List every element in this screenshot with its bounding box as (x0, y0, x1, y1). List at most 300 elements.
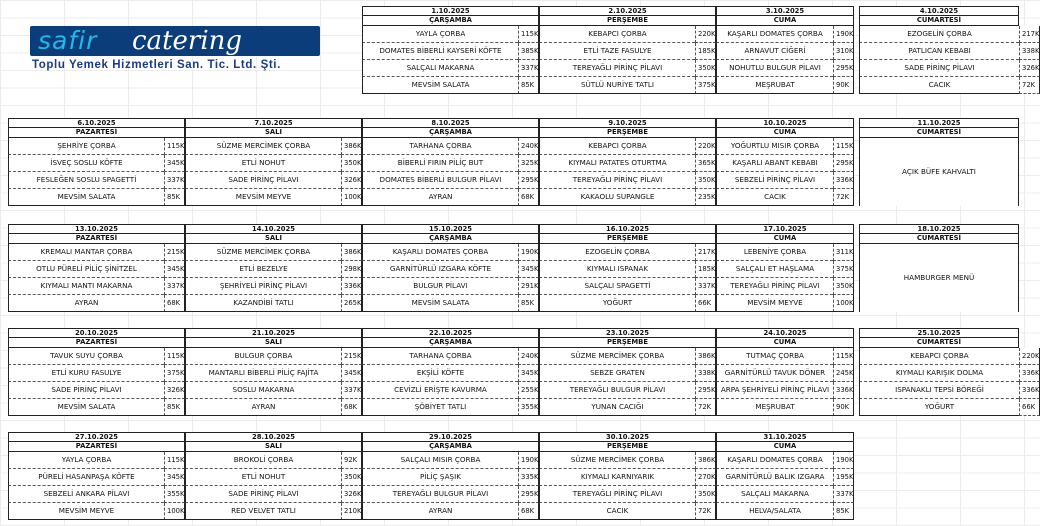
dish-name: MEVSİM SALATA (362, 295, 518, 312)
day-weekday: PERŞEMBE (539, 234, 716, 244)
day-date: 21.10.2025 (185, 328, 362, 338)
dish-name: CEVİZLİ ERİŞTE KAVURMA (362, 382, 518, 399)
dish-calories: 375K (164, 365, 185, 382)
day-date: 6.10.2025 (8, 118, 185, 128)
dish-name: SEBZE GRATEN (539, 365, 695, 382)
day-date: 1.10.2025 (362, 6, 539, 16)
dish-name: EKŞİLİ KÖFTE (362, 365, 518, 382)
day-bottom-border (362, 519, 539, 520)
dish-name: KAŞARLI DOMATES ÇORBA (362, 244, 518, 261)
dish-calories: 115K (164, 138, 185, 155)
dish-name: BULGUR PİLAVI (362, 278, 518, 295)
day-weekday: ÇARŞAMBA (362, 234, 539, 244)
day-column (185, 432, 362, 520)
dish-name: SEBZELİ ANKARA PİLAVI (8, 486, 164, 503)
dish-calories: 345K (164, 261, 185, 278)
dish-calories: 291K (518, 278, 539, 295)
dish-name: SÜZME MERCİMEK ÇORBA (539, 452, 695, 469)
dish-name: ŞEHRİYE ÇORBA (8, 138, 164, 155)
dish-calories: 386K (695, 348, 716, 365)
dish-calories: 338K (695, 365, 716, 382)
day-bottom-border (185, 205, 362, 206)
dish-calories: 100K (833, 295, 854, 312)
dish-calories: 337K (164, 172, 185, 189)
dish-name: ŞEHRİYELİ PİRİNÇ PİLAVI (185, 278, 341, 295)
day-column (362, 6, 539, 94)
dish-calories: 235K (695, 189, 716, 206)
dish-calories: 195K (833, 469, 854, 486)
day-weekday: CUMARTESİ (859, 234, 1019, 244)
dish-name: YAYLA ÇORBA (8, 452, 164, 469)
dish-calories: 350K (341, 469, 362, 486)
day-column (716, 118, 854, 206)
dish-calories: 72K (833, 189, 854, 206)
dish-calories: 326K (341, 172, 362, 189)
dish-calories: 350K (695, 172, 716, 189)
dish-name: BROKOLİ ÇORBA (185, 452, 341, 469)
dish-calories: 210K (341, 503, 362, 520)
dish-name: TARHANA ÇORBA (362, 348, 518, 365)
dish-calories: 338K (1019, 43, 1040, 60)
dish-name: YUNAN CACIĞI (539, 399, 695, 416)
day-weekday: PERŞEMBE (539, 128, 716, 138)
dish-name: SÜTLÜ NURİYE TATLI (539, 77, 695, 94)
day-date: 31.10.2025 (716, 432, 854, 442)
dish-name: SALÇALI ET HAŞLAMA (716, 261, 833, 278)
dish-calories: 336K (1019, 365, 1040, 382)
dish-calories: 345K (518, 261, 539, 278)
dish-calories: 215K (341, 348, 362, 365)
dish-calories: 255K (518, 382, 539, 399)
day-weekday: CUMA (716, 16, 854, 26)
day-weekday: ÇARŞAMBA (362, 16, 539, 26)
dish-calories: 220K (695, 138, 716, 155)
dish-name: PİLİÇ ŞAŞIK (362, 469, 518, 486)
day-bottom-border (362, 93, 539, 94)
dish-calories: 68K (518, 189, 539, 206)
dish-name: TEREYAĞLI PİRİNÇ PİLAVI (539, 486, 695, 503)
dish-calories: 335K (518, 469, 539, 486)
day-weekday: ÇARŞAMBA (362, 338, 539, 348)
day-bottom-border (539, 205, 716, 206)
day-weekday: PERŞEMBE (539, 16, 716, 26)
dish-calories: 386K (695, 452, 716, 469)
dish-calories: 350K (341, 155, 362, 172)
day-weekday: SALI (185, 234, 362, 244)
dish-name: GARNİTÜRLÜ BALIK IZGARA (716, 469, 833, 486)
dish-calories: 72K (695, 503, 716, 520)
day-column (8, 118, 185, 206)
logo-banner (30, 26, 320, 56)
dish-calories: 90K (833, 77, 854, 94)
dish-name: CACIK (859, 77, 1019, 94)
dish-name: SADE PİRİNÇ PİLAVI (185, 486, 341, 503)
dish-calories: 220K (1019, 348, 1040, 365)
dish-calories: 310K (833, 43, 854, 60)
day-bottom-border (8, 311, 185, 312)
day-date: 9.10.2025 (539, 118, 716, 128)
day-column (185, 328, 362, 416)
day-date: 25.10.2025 (859, 328, 1019, 338)
dish-name: AYRAN (362, 189, 518, 206)
day-date: 18.10.2025 (859, 224, 1019, 234)
day-column (716, 224, 854, 312)
dish-calories: 115K (518, 26, 539, 43)
day-bottom-border (539, 519, 716, 520)
dish-name: TEREYAĞLI PİRİNÇ PİLAVI (716, 278, 833, 295)
dish-calories: 190K (518, 452, 539, 469)
company-logo (30, 26, 330, 78)
day-bottom-border (716, 93, 854, 94)
day-column (362, 118, 539, 206)
day-weekday: SALI (185, 338, 362, 348)
dish-calories: 115K (164, 348, 185, 365)
dish-calories: 100K (341, 189, 362, 206)
dish-calories: 386K (341, 138, 362, 155)
special-menu: AÇIK BÜFE KAHVALTI (859, 138, 1019, 206)
day-date: 8.10.2025 (362, 118, 539, 128)
day-column (8, 432, 185, 520)
dish-calories: 350K (695, 486, 716, 503)
dish-calories: 240K (518, 348, 539, 365)
dish-name: AYRAN (185, 399, 341, 416)
day-date: 3.10.2025 (716, 6, 854, 16)
day-weekday: CUMA (716, 338, 854, 348)
dish-calories: 190K (833, 26, 854, 43)
day-weekday: PAZARTESİ (8, 338, 185, 348)
dish-calories: 337K (164, 278, 185, 295)
day-column (859, 328, 1040, 416)
day-bottom-border (859, 415, 1019, 416)
day-bottom-border (539, 93, 716, 94)
day-column (362, 328, 539, 416)
dish-calories: 311K (833, 244, 854, 261)
day-bottom-border (185, 519, 362, 520)
day-weekday: ÇARŞAMBA (362, 442, 539, 452)
dish-name: SADE PİRİNÇ PİLAVI (859, 60, 1019, 77)
dish-name: KAŞARLI DOMATES ÇORBA (716, 452, 833, 469)
dish-calories: 375K (695, 77, 716, 94)
day-weekday: PERŞEMBE (539, 338, 716, 348)
dish-name: YOĞURT (539, 295, 695, 312)
day-bottom-border (716, 519, 854, 520)
day-bottom-border (539, 415, 716, 416)
dish-name: MEVSİM MEYVE (185, 189, 341, 206)
dish-name: MEVSİM MEYVE (716, 295, 833, 312)
dish-calories: 295K (833, 155, 854, 172)
day-date: 16.10.2025 (539, 224, 716, 234)
dish-name: LEBENİYE ÇORBA (716, 244, 833, 261)
dish-calories: 115K (164, 452, 185, 469)
dish-name: MEVSİM SALATA (8, 189, 164, 206)
dish-calories: 72K (1019, 77, 1040, 94)
dish-calories: 66K (1019, 399, 1040, 416)
day-column (539, 118, 716, 206)
dish-calories: 92K (341, 452, 362, 469)
day-bottom-border (8, 519, 185, 520)
dish-name: DOMATES BİBERLİ BULGUR PİLAVI (362, 172, 518, 189)
day-date: 23.10.2025 (539, 328, 716, 338)
dish-name: MEŞRUBAT (716, 399, 833, 416)
day-column (539, 6, 716, 94)
dish-name: İSVEÇ SOSLU KÖFTE (8, 155, 164, 172)
dish-calories: 215K (164, 244, 185, 261)
dish-calories: 100K (164, 503, 185, 520)
day-date: 7.10.2025 (185, 118, 362, 128)
dish-calories: 336K (833, 382, 854, 399)
day-column (859, 118, 1019, 206)
dish-name: TEREYAĞLI BULGUR PİLAVI (539, 382, 695, 399)
dish-name: YAYLA ÇORBA (362, 26, 518, 43)
dish-calories: 85K (518, 77, 539, 94)
dish-name: KIYMALI KARIŞIK DOLMA (859, 365, 1019, 382)
dish-calories: 85K (833, 503, 854, 520)
day-weekday: PERŞEMBE (539, 442, 716, 452)
dish-name: KAŞARLI ABANT KEBABI (716, 155, 833, 172)
dish-name: TAVUK SUYU ÇORBA (8, 348, 164, 365)
dish-name: SALÇALI SPAGETTİ (539, 278, 695, 295)
dish-name: SÜZME MERCİMEK ÇORBA (185, 244, 341, 261)
day-weekday: CUMARTESİ (859, 128, 1019, 138)
dish-name: TEREYAĞLI BULGUR PİLAVI (362, 486, 518, 503)
day-bottom-border (362, 311, 539, 312)
dish-name: CACIK (539, 503, 695, 520)
company-subtitle: Toplu Yemek Hizmetleri San. Tic. Ltd. Şti. (32, 59, 281, 71)
day-weekday: CUMARTESİ (859, 16, 1019, 26)
dish-calories: 217K (1019, 26, 1040, 43)
dish-name: MEVSİM SALATA (8, 399, 164, 416)
dish-name: RED VELVET TATLI (185, 503, 341, 520)
dish-calories: 68K (518, 503, 539, 520)
day-column (8, 224, 185, 312)
dish-calories: 217K (695, 244, 716, 261)
day-column (716, 328, 854, 416)
dish-calories: 337K (518, 60, 539, 77)
day-bottom-border (716, 311, 854, 312)
dish-calories: 326K (164, 382, 185, 399)
dish-name: PÜRELİ HASANPAŞA KÖFTE (8, 469, 164, 486)
day-date: 17.10.2025 (716, 224, 854, 234)
dish-calories: 336K (1019, 382, 1040, 399)
dish-calories: 325K (518, 155, 539, 172)
dish-calories: 85K (164, 189, 185, 206)
dish-name: SÜZME MERCİMEK ÇORBA (185, 138, 341, 155)
day-column (859, 6, 1040, 94)
dish-calories: 68K (164, 295, 185, 312)
dish-name: SALÇALI MAKARNA (716, 486, 833, 503)
dish-calories: 345K (164, 155, 185, 172)
day-column (185, 224, 362, 312)
dish-calories: 336K (833, 172, 854, 189)
dish-calories: 185K (695, 261, 716, 278)
logo-catering-text: catering (132, 26, 243, 56)
dish-name: KIYMALI ISPANAK (539, 261, 695, 278)
day-weekday: PAZARTESİ (8, 128, 185, 138)
dish-name: YOĞURT (859, 399, 1019, 416)
day-weekday: PAZARTESİ (8, 234, 185, 244)
day-weekday: SALI (185, 442, 362, 452)
dish-calories: 295K (695, 382, 716, 399)
dish-name: FESLEĞEN SOSLU SPAGETTİ (8, 172, 164, 189)
dish-name: BULGUR ÇORBA (185, 348, 341, 365)
dish-calories: 185K (695, 43, 716, 60)
day-column (362, 224, 539, 312)
dish-name: EZOGELİN ÇORBA (859, 26, 1019, 43)
logo-safir-text: safir (38, 26, 98, 55)
day-column (8, 328, 185, 416)
dish-name: TEREYAĞLI PİRİNÇ PİLAVI (539, 172, 695, 189)
dish-calories: 270K (695, 469, 716, 486)
day-bottom-border (8, 205, 185, 206)
dish-name: ETLİ TAZE FASULYE (539, 43, 695, 60)
dish-name: KIYMALI MANTI MAKARNA (8, 278, 164, 295)
dish-calories: 345K (341, 365, 362, 382)
dish-name: MEŞRUBAT (716, 77, 833, 94)
dish-calories: 295K (518, 172, 539, 189)
day-column (539, 432, 716, 520)
dish-calories: 190K (833, 452, 854, 469)
dish-calories: 350K (695, 60, 716, 77)
dish-name: KIYMALI KARNIYARIK (539, 469, 695, 486)
dish-name: PATLICAN KEBABI (859, 43, 1019, 60)
dish-name: KIYMALI PATATES OTURTMA (539, 155, 695, 172)
dish-name: YOĞURTLU MISIR ÇORBA (716, 138, 833, 155)
day-weekday: CUMA (716, 234, 854, 244)
dish-name: DOMATES BİBERLİ KAYSERİ KÖFTE (362, 43, 518, 60)
day-date: 14.10.2025 (185, 224, 362, 234)
day-weekday: CUMARTESİ (859, 338, 1019, 348)
dish-calories: 298K (341, 261, 362, 278)
dish-name: SOSLU MAKARNA (185, 382, 341, 399)
dish-name: MANTARLI BİBERLİ PİLİÇ FAJİTA (185, 365, 341, 382)
dish-name: MEVSİM MEYVE (8, 503, 164, 520)
dish-name: TUTMAÇ ÇORBA (716, 348, 833, 365)
day-date: 22.10.2025 (362, 328, 539, 338)
day-date: 24.10.2025 (716, 328, 854, 338)
day-column (539, 328, 716, 416)
day-date: 11.10.2025 (859, 118, 1019, 128)
day-column (716, 432, 854, 520)
dish-name: EZOGELİN ÇORBA (539, 244, 695, 261)
dish-calories: 337K (341, 382, 362, 399)
dish-name: HELVA/SALATA (716, 503, 833, 520)
day-date: 2.10.2025 (539, 6, 716, 16)
dish-calories: 85K (518, 295, 539, 312)
day-date: 10.10.2025 (716, 118, 854, 128)
dish-name: KEBAPCI ÇORBA (859, 348, 1019, 365)
day-date: 15.10.2025 (362, 224, 539, 234)
dish-calories: 337K (833, 486, 854, 503)
day-weekday: CUMA (716, 442, 854, 452)
day-bottom-border (185, 415, 362, 416)
dish-name: KREMALI MANTAR ÇORBA (8, 244, 164, 261)
day-date: 4.10.2025 (859, 6, 1019, 16)
dish-calories: 115K (833, 138, 854, 155)
day-weekday: ÇARŞAMBA (362, 128, 539, 138)
day-bottom-border (362, 415, 539, 416)
dish-name: AYRAN (8, 295, 164, 312)
dish-calories: 68K (341, 399, 362, 416)
special-menu: HAMBURGER MENÜ (859, 244, 1019, 312)
dish-calories: 295K (833, 60, 854, 77)
dish-name: GARNİTÜRLÜ IZGARA KÖFTE (362, 261, 518, 278)
day-column (539, 224, 716, 312)
dish-name: ETLİ NOHUT (185, 469, 341, 486)
dish-calories: 345K (518, 365, 539, 382)
dish-calories: 326K (341, 486, 362, 503)
day-bottom-border (716, 205, 854, 206)
day-column (859, 224, 1019, 312)
dish-calories: 295K (518, 486, 539, 503)
day-bottom-border (185, 311, 362, 312)
dish-name: AYRAN (362, 503, 518, 520)
dish-name: SALÇALI MISIR ÇORBA (362, 452, 518, 469)
dish-name: SALÇALI MAKARNA (362, 60, 518, 77)
dish-calories: 72K (695, 399, 716, 416)
dish-name: BİBERLİ FIRIN PİLİÇ BUT (362, 155, 518, 172)
day-column (716, 6, 854, 94)
dish-calories: 336K (341, 278, 362, 295)
day-weekday: PAZARTESİ (8, 442, 185, 452)
dish-calories: 90K (833, 399, 854, 416)
dish-calories: 365K (695, 155, 716, 172)
dish-name: ISPANAKLI TEPSİ BÖREĞİ (859, 382, 1019, 399)
dish-calories: 350K (833, 278, 854, 295)
dish-name: GARNİTÜRLÜ TAVUK DÖNER (716, 365, 833, 382)
day-bottom-border (362, 205, 539, 206)
day-weekday: CUMA (716, 128, 854, 138)
dish-name: ARPA ŞEHRİYELİ PİRİNÇ PİLAVI (716, 382, 833, 399)
dish-calories: 355K (518, 399, 539, 416)
dish-name: KAŞARLI DOMATES ÇORBA (716, 26, 833, 43)
dish-name: ARNAVUT CİĞERİ (716, 43, 833, 60)
day-bottom-border (716, 415, 854, 416)
dish-calories: 245K (833, 365, 854, 382)
dish-name: SADE PİRİNÇ PİLAVI (8, 382, 164, 399)
dish-name: ETLİ KURU FASULYE (8, 365, 164, 382)
dish-name: SÜZME MERCİMEK ÇORBA (539, 348, 695, 365)
dish-calories: 326K (1019, 60, 1040, 77)
dish-name: ŞÖBİYET TATLI (362, 399, 518, 416)
dish-name: SEBZELİ PİRİNÇ PİLAVI (716, 172, 833, 189)
day-date: 20.10.2025 (8, 328, 185, 338)
day-bottom-border (859, 93, 1019, 94)
day-column (362, 432, 539, 520)
day-bottom-border (539, 311, 716, 312)
day-date: 13.10.2025 (8, 224, 185, 234)
dish-name: TARHANA ÇORBA (362, 138, 518, 155)
day-weekday: SALI (185, 128, 362, 138)
dish-calories: 66K (695, 295, 716, 312)
dish-calories: 375K (833, 261, 854, 278)
day-bottom-border (8, 415, 185, 416)
day-column (185, 118, 362, 206)
dish-calories: 385K (518, 43, 539, 60)
day-date: 29.10.2025 (362, 432, 539, 442)
dish-name: ETLİ BEZELYE (185, 261, 341, 278)
dish-calories: 85K (164, 399, 185, 416)
dish-name: ETLİ NOHUT (185, 155, 341, 172)
dish-calories: 386K (341, 244, 362, 261)
dish-name: CACIK (716, 189, 833, 206)
dish-calories: 337K (695, 278, 716, 295)
dish-name: NOHUTLU BULGUR PİLAVI (716, 60, 833, 77)
dish-calories: 190K (518, 244, 539, 261)
dish-calories: 115K (833, 348, 854, 365)
dish-name: OTLU PÜRELİ PİLİÇ ŞİNİTZEL (8, 261, 164, 278)
dish-calories: 355K (164, 486, 185, 503)
dish-name: KEBAPCI ÇORBA (539, 26, 695, 43)
